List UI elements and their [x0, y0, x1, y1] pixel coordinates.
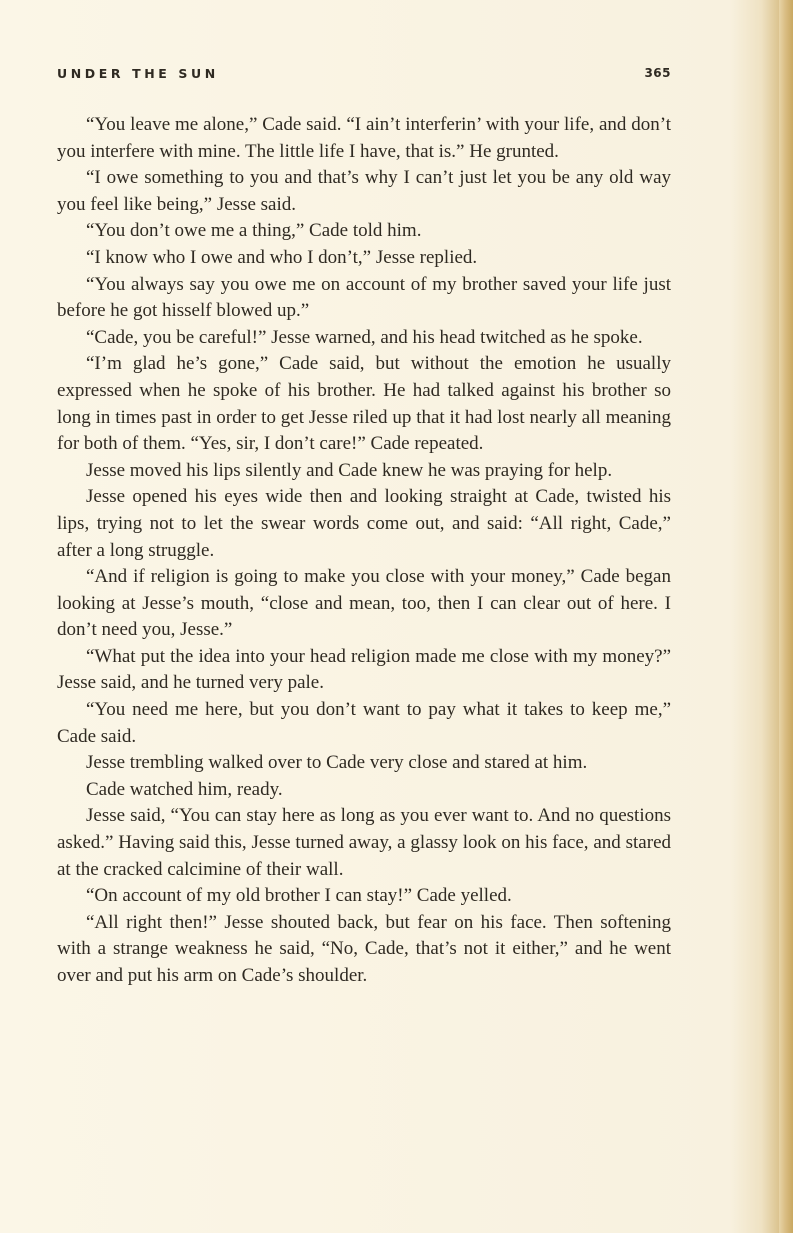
paragraph: “I’m glad he’s gone,” Cade said, but without the emotion he usually expressed when he spoke of his brother. He had talked against his brother so long in times past in order to get Jesse riled up that it had lost nearly all meaning for both of them. “Yes, sir, I don’t care!” Cade repeated. — [57, 353, 671, 455]
paragraph: Jesse moved his lips silently and Cade knew he was praying for help. — [86, 459, 613, 481]
paragraph: “And if religion is going to make you close with your money,” Cade began looking at Jesse’s mouth, “close and mean, too, then I can clear out of here. I don’t need you, Jesse.” — [57, 566, 671, 641]
paragraph: “I know who I owe and who I don’t,” Jesse replied. — [86, 246, 478, 268]
page-edge — [779, 0, 793, 1233]
running-head — [57, 66, 671, 86]
paragraph: Jesse trembling walked over to Cade very close and stared at him. — [86, 752, 588, 774]
page-number: 365 — [644, 66, 671, 80]
paragraph: Jesse opened his eyes wide then and looking straight at Cade, twisted his lips, trying not to let the swear words come out, and said: “All right, Cade,” after a long struggle. — [57, 486, 671, 561]
body-text — [57, 112, 671, 990]
paragraph: “I owe something to you and that’s why I can’t just let you be any old way you feel like being,” Jesse said. — [57, 167, 671, 215]
paragraph: Cade watched him, ready. — [86, 778, 283, 800]
paragraph: “All right then!” Jesse shouted back, but fear on his face. Then softening with a strange weakness he said, “No, Cade, that’s not it either,” and he went over and put his arm on Cade’s shoulder. — [57, 911, 671, 986]
paragraph: “What put the idea into your head religion made me close with my money?” Jesse said, and he turned very pale. — [57, 645, 671, 694]
paragraph: “On account of my old brother I can stay!” Cade yelled. — [86, 885, 512, 907]
paragraph: “Cade, you be careful!” Jesse warned, and his head twitched as he spoke. — [86, 326, 643, 348]
running-title: UNDER THE SUN — [57, 66, 219, 81]
paragraph: Jesse said, “You can stay here as long as you ever want to. And no questions asked.” Having said this, Jesse turned away, a glassy look on his face, and stared at the cracked calcimine of their wall. — [57, 805, 671, 880]
paragraph: “You don’t owe me a thing,” Cade told him. — [86, 220, 422, 242]
paragraph: “You need me here, but you don’t want to pay what it takes to keep me,” Cade said. — [57, 699, 671, 747]
paragraph: “You always say you owe me on account of my brother saved your life just before he got hisself blowed up.” — [57, 273, 671, 322]
paragraph: “You leave me alone,” Cade said. “I ain’t interferin’ with your life, and don’t you interfere with mine. The little life I have, that is.” He grunted. — [57, 114, 671, 162]
